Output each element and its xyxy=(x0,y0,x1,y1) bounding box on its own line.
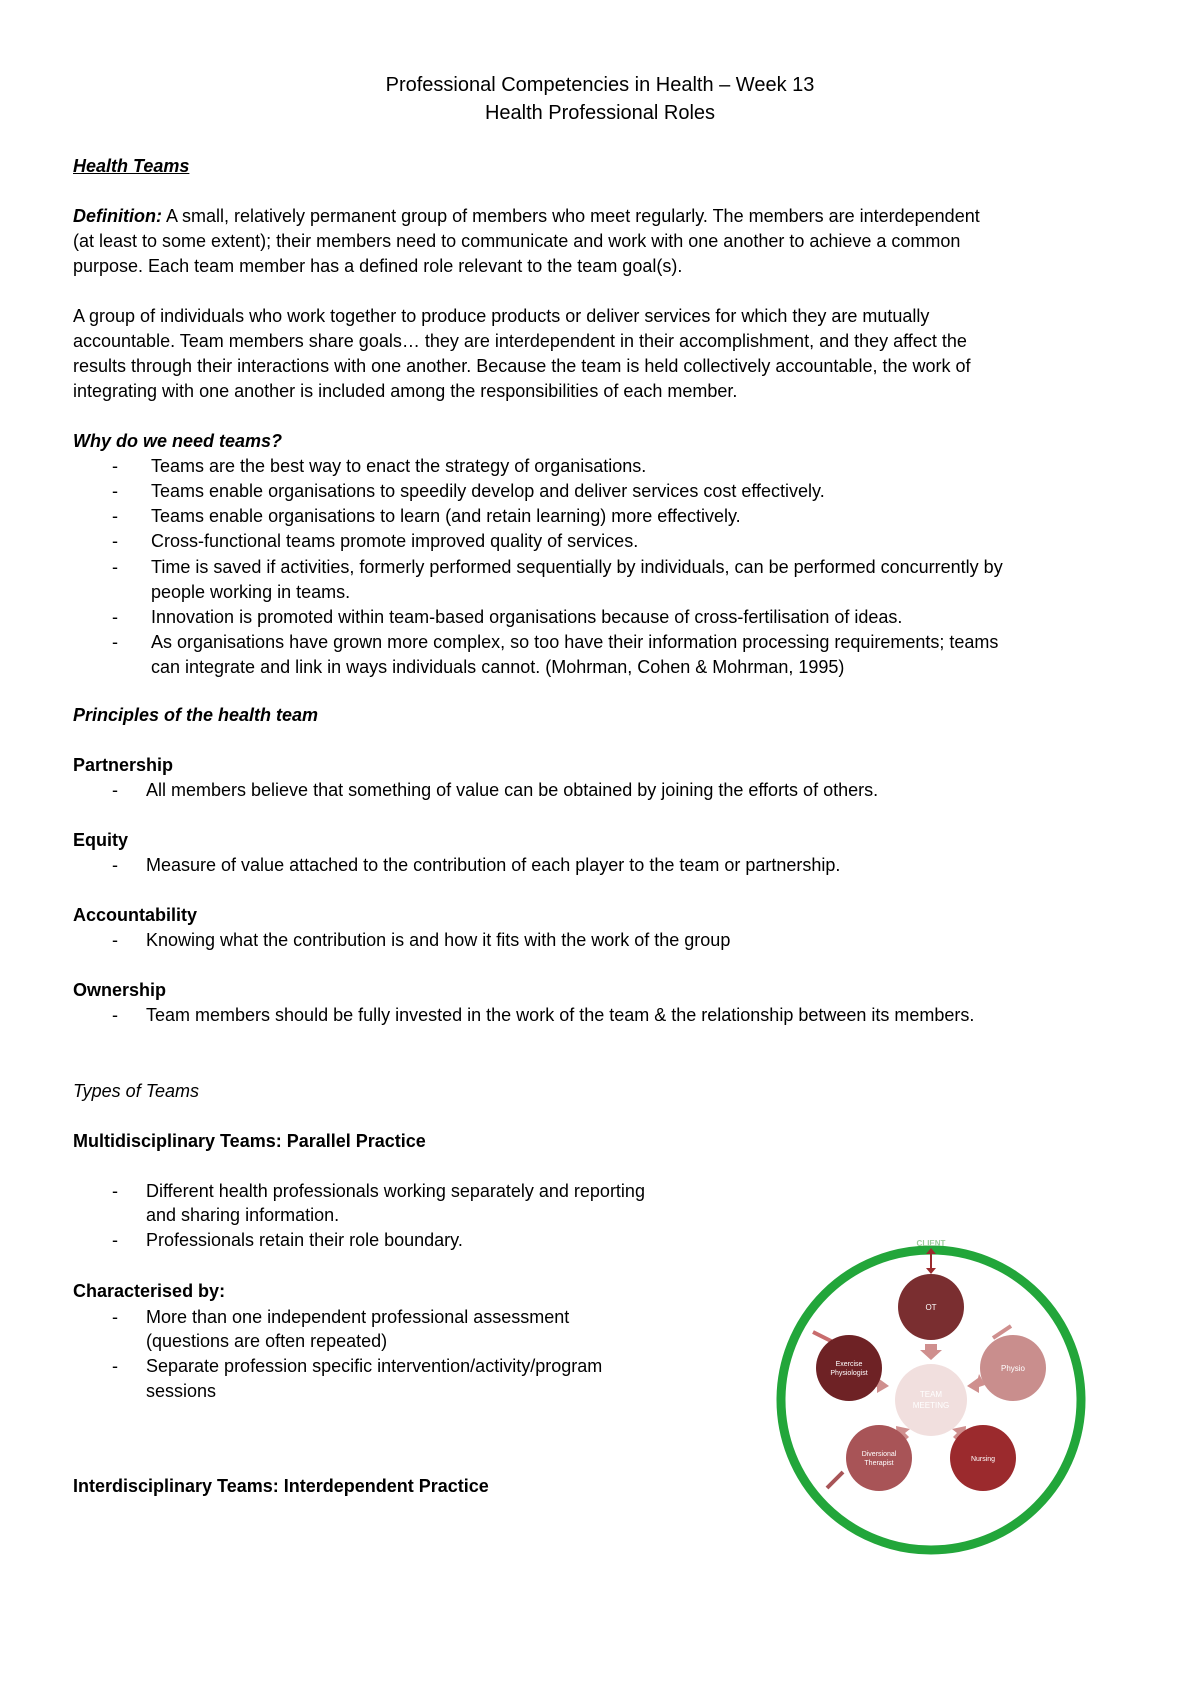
bullet-dash: - xyxy=(112,456,118,476)
physio-label: Physio xyxy=(1000,1364,1026,1373)
definition-label: Definition: xyxy=(73,206,162,226)
team-meeting-node xyxy=(895,1364,967,1436)
bullet-dash: - xyxy=(112,481,118,501)
char-bullet-1-cont: (questions are often repeated) xyxy=(146,1331,388,1351)
why-bullet-7-cont: can integrate and link in ways individuals cannot. (Mohrman, Cohen & Mohrman, 1995) xyxy=(151,657,845,677)
accountability-heading: Accountability xyxy=(73,905,198,925)
bullet-dash: - xyxy=(112,780,118,800)
types-heading: Types of Teams xyxy=(73,1081,200,1101)
bullet-dash: - xyxy=(112,1230,118,1250)
definition-line-1 xyxy=(73,205,980,227)
bullet-dash: - xyxy=(112,531,118,551)
page-title: Professional Competencies in Health – Week 13 xyxy=(385,74,815,96)
definition-text-1: A small, relatively permanent group of members who meet regularly. The members are interdependent xyxy=(161,206,980,226)
why-bullet-5-cont: people working in teams. xyxy=(151,582,351,602)
why-bullet-7: As organisations have grown more complex, so too have their information processing requirements; teams xyxy=(151,632,999,652)
bullet-dash: - xyxy=(112,1181,118,1201)
ownership-heading: Ownership xyxy=(73,980,167,1000)
interdisciplinary-heading: Interdisciplinary Teams: Interdependent Practice xyxy=(73,1476,489,1496)
arrow-exercise-out xyxy=(813,1332,833,1342)
bullet-dash: - xyxy=(112,506,118,526)
why-bullet-2: Teams enable organisations to speedily develop and deliver services cost effectively. xyxy=(151,481,825,501)
diversional-label-2: Therapist xyxy=(864,1460,894,1467)
bullet-dash: - xyxy=(112,1307,118,1327)
nursing-label: Nursing xyxy=(970,1456,996,1463)
exercise-label-1: Exercise xyxy=(835,1361,863,1368)
multi-bullet-1-cont: and sharing information. xyxy=(146,1205,340,1225)
multi-bullet-1: Different health professionals working separately and reporting xyxy=(146,1181,645,1201)
client-label: CLIENT xyxy=(916,1240,946,1248)
group-paragraph-line-1: A group of individuals who work together to produce products or deliver services for which they are mutually xyxy=(73,306,930,326)
multidisciplinary-heading: Multidisciplinary Teams: Parallel Practice xyxy=(73,1131,426,1151)
why-bullet-3: Teams enable organisations to learn (and retain learning) more effectively. xyxy=(151,506,741,526)
multi-bullet-2: Professionals retain their role boundary. xyxy=(146,1230,463,1250)
char-bullet-1: More than one independent professional assessment xyxy=(146,1307,570,1327)
exercise-label-2: Physiologist xyxy=(830,1370,868,1377)
principles-heading: Principles of the health team xyxy=(73,705,319,725)
team-meeting-label-1: TEAM xyxy=(919,1390,943,1399)
equity-text: Measure of value attached to the contribution of each player to the team or partnership. xyxy=(146,855,841,875)
page-subtitle: Health Professional Roles xyxy=(484,102,716,124)
group-paragraph-line-2: accountable. Team members share goals… they are interdependent in their accomplishment, and they affect the xyxy=(73,331,967,351)
char-bullet-2-cont: sessions xyxy=(146,1381,217,1401)
health-teams-heading: Health Teams xyxy=(73,156,190,176)
ownership-text: Team members should be fully invested in the work of the team & the relationship between its members. xyxy=(146,1005,975,1025)
why-teams-heading: Why do we need teams? xyxy=(73,431,283,451)
arrow-ot-to-center xyxy=(920,1344,942,1360)
partnership-text: All members believe that something of value can be obtained by joining the efforts of others. xyxy=(146,780,879,800)
accountability-text: Knowing what the contribution is and how it fits with the work of the group xyxy=(146,930,731,950)
bullet-dash: - xyxy=(112,855,118,875)
why-bullet-5: Time is saved if activities, formerly performed sequentially by individuals, can be performed concurrently by xyxy=(151,557,1003,577)
equity-heading: Equity xyxy=(73,830,129,850)
bullet-dash: - xyxy=(112,930,118,950)
char-bullet-2: Separate profession specific intervention/activity/program xyxy=(146,1356,603,1376)
ot-label: OT xyxy=(925,1303,937,1312)
bullet-dash: - xyxy=(112,1356,118,1376)
definition-line-2: (at least to some extent); their members need to communicate and work with one another to achieve a common xyxy=(73,231,961,251)
exercise-physiologist-node xyxy=(816,1335,882,1401)
bullet-dash: - xyxy=(112,632,118,652)
arrow-diversional-out xyxy=(827,1472,843,1488)
diversional-label-1: Diversional xyxy=(861,1451,897,1458)
why-bullet-6: Innovation is promoted within team-based organisations because of cross-fertilisation of ideas. xyxy=(151,607,903,627)
why-bullet-1: Teams are the best way to enact the strategy of organisations. xyxy=(151,456,647,476)
partnership-heading: Partnership xyxy=(73,755,174,775)
bullet-dash: - xyxy=(112,1005,118,1025)
client-arrow-head-down xyxy=(926,1268,936,1274)
team-meeting-label-2: MEETING xyxy=(912,1401,950,1410)
group-paragraph-line-3: results through their interactions with one another. Because the team is held collectively accountable, the work of xyxy=(73,356,971,376)
characterised-heading: Characterised by: xyxy=(73,1281,226,1301)
bullet-dash: - xyxy=(112,557,118,577)
group-paragraph-line-4: integrating with one another is included among the responsibilities of each member. xyxy=(73,381,738,401)
diversional-therapist-node xyxy=(846,1425,912,1491)
why-bullet-4: Cross-functional teams promote improved quality of services. xyxy=(151,531,639,551)
definition-line-3: purpose. Each team member has a defined role relevant to the team goal(s). xyxy=(73,256,683,276)
bullet-dash: - xyxy=(112,607,118,627)
team-diagram xyxy=(771,1240,1091,1560)
